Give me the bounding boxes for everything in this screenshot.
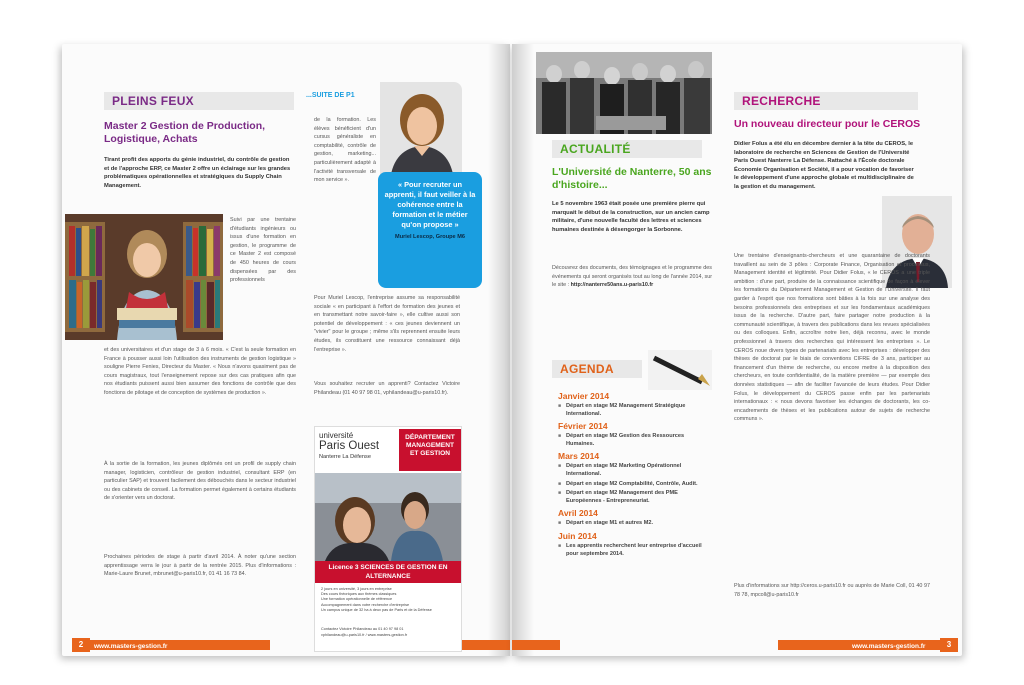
master2-headline: Master 2 Gestion de Production, Logistique, Achats [104,120,266,145]
actualite-headline: L'Université de Nanterre, 50 ans d'histoire... [552,166,712,191]
agenda-section-bar: AGENDA [552,360,642,378]
actualite-link[interactable]: http://nanterre50ans.u-paris10.fr [570,282,654,289]
left-page [62,44,510,656]
master2-col1-text-cont: et des universitaires et d'un stage de 3 à 6 mois. « C'est la seule formation en France à pousser aussi loin l'utilisation des instruments de gestion logistique » souligne Pierre Fenies, Directeur du Master. « Nous n'avons quasiment pas de cours magistraux, tout l'enseignement repose sur des cas pratiques afin que nos étudiants puissent aussi bien assumer des fonctions de contrôle que des fonctions de pilotage et de conception de systèmes de production ». [104,347,296,396]
right-footer-bar-left [512,640,560,650]
agenda-month: Avril 2014 [558,508,598,519]
recherche-lead-text: Didier Folus a été élu en décembre dernier à la tête du CEROS, le laboratoire de recherche en Sciences de Gestion de l'Université Paris Ouest Nanterre La Défense. Rattaché à l'École doctorale Économie Organisation et Société, il a pour vocation de favoriser le développement d'une approche globale et multidisciplinaire de la gestion et du management. [734,141,914,190]
master2-col1-p3: Prochaines périodes de stage à partir d'avril 2014. À noter qu'une section apprentissage verra le jour à partir de la rentrée 2015. Plus d'informations : Marie-Laure Brunet, mbrunet@u-paris10.fr, 01 41 16 73 84. [104,554,296,578]
recherche-section-bar: RECHERCHE [734,92,918,110]
actualite-section-bar: ACTUALITÉ [552,140,702,158]
actualite-body [552,264,712,290]
master2-col2-p3: Vous souhaitez recruter un apprenti? Contactez Victoire Philandeau (01 40 97 98 01, vphilandeau@u-paris10.fr). [314,381,460,396]
right-footer-url: www.masters-gestion.fr [852,643,926,650]
student-books-photo [65,214,223,340]
ad-bullet-item: Accompagnement dans votre recherche d'entreprise [321,602,410,607]
master2-col2-p2: Pour Muriel Lescop, l'entreprise assume sa responsabilité sociale « en participant à l'effort de formation des jeunes et en transmettant notre savoir-faire », elle cultive aussi son potentiel de développement : « ces jeunes deviennent un "vivier" pour le groupe ; même s'ils reprennent ensuite leurs études, ils constituent une ressource connaissant déjà l'entreprise ». [314,295,460,353]
master2-col1-text: Suivi par une trentaine d'étudiants ingénieurs ou issus d'une formation en gestion, le programme de ce Master 2 est composé de 450 heures de cours dispensées par des professionnels [230,217,296,284]
agenda-item: ■ Départ en stage M2 Gestion des Ressources Humaines. [558,433,708,448]
suite-label: ...SUITE DE P1 [306,92,355,99]
master2-lead: Tirant profit des apports du génie industriel, du contrôle de gestion et de l'approche ERP, ce Master 2 offre un éclairage sur les grandes problématiques opérationnelles et stratégiques du Supply Chain Management. [104,157,291,189]
licence-advertisement [314,426,462,652]
historical-crowd-photo [536,52,712,134]
master2-col2-text: de la formation. Les élèves bénéficient d'un cursus généraliste en comptabilité, contrôle de gestion, marketing... particulièrement adapté à l'activité transversale de mon service ». [314,117,376,184]
ad-bullet-item: Des cours théoriques aux thèmes classiques [321,592,397,597]
recherche-lead [734,140,920,192]
ad-bullet-list [321,587,457,613]
recherche-contact: Plus d'informations sur http://ceros.u-paris10.fr ou auprès de Marie Coll, 01 40 97 78 78, mpcoll@u-paris10.fr [734,583,930,598]
quote-text: « Pour recruter un apprenti, il faut veiller à la cohérence entre la formation et le métier qu'on propose » [384,180,476,229]
quote-author: Muriel Lescop, Groupe M6 [395,234,465,240]
agenda-month: Janvier 2014 [558,391,610,401]
quote-box [378,172,482,288]
ad-bullet-item: Un campus unique de 32 ha à deux pas de Paris et de la Défense [321,607,432,612]
agenda-item: ■ Départ en stage M2 Management Stratégique International. [558,403,708,418]
ad-bullet-item: Une formation opérationnelle de référence [321,597,393,602]
right-page-number: 3 [940,638,958,652]
ad-univ-sub: Nanterre La Défense [319,454,371,460]
ad-univ-small: université [319,431,354,440]
ad-contact: Contactez Victoire Philandeau au 01 40 97 98 01 [321,627,404,631]
ad-bullet-item: 2 jours en université, 3 jours en entreprise [321,587,392,591]
master2-col1-p2: À la sortie de la formation, les jeunes diplômés ont un profil de supply chain manager, logisticien, contrôleur de gestion industriel, consultant ERP (en particulier SAP) et trouvent facilement des débouchés dans le secteur industriel ou des cabinets de conseil. La formation permet également à certains étudiants de s'orienter vers un doctorat. [104,461,296,502]
actualite-lead: Le 5 novembre 1963 était posée une première pierre qui marquait le début de la construction, sur un ancien camp militaire, d'une nouvelle faculté des lettres et sciences humaines destinée à désengorger la Sorbonne. [552,201,710,233]
agenda-item: ■ Départ en stage M2 Marketing Opérationnel International. [558,463,708,478]
ad-contact-2: vphilandeau@u-paris10.fr / www.masters-gestion.fr [321,633,408,637]
agenda-list [558,388,708,558]
right-page [512,44,962,656]
recherche-headline: Un nouveau directeur pour le CEROS [734,118,921,130]
agenda-item: ■ Départ en stage M2 Management des PME Européennes - Entrepreneuriat. [558,490,708,505]
agenda-item: ■ Départ en stage M1 et autres M2. [558,520,708,528]
actualite-body-text: Découvrez des documents, des témoignages et le programme des événements qui seront organisés tout au long de l'année 2014, sur le site : [552,265,712,289]
agenda-month: Février 2014 [558,421,608,432]
agenda-month: Mars 2014 [558,451,600,462]
recherche-body: Une trentaine d'enseignants-chercheurs et une quarantaine de doctorants travaillent au sein de 3 pôles : Corporate Finance, Organisation et processus, Management identité et légitimité. Pour Didier Folus, « le CEROS a une triple ambition : d'une part, produire de la connaissance scientifique de façon à élever les formations du Département Management et Gestion de l'Université. Il faut garder à l'esprit que nos formations sont bâties à la fois sur une analyse des besoins professionnels des entreprises et sur les fondamentaux académiques issus de la recherche. D'autre part, faire partager notre production à la communauté scientifique, à travers des publications dans les revues spécialisées ou des colloques. Enfin, accroître notre lien, déjà reconnu, avec le monde professionnel à travers des recherches qui intéressent les entreprises ». Le CEROS noue divers types de partenariats avec les entreprises : développer des thèses de doctorat par le biais de conventions CIFRE de 3 ans, participer au financement d'un thème de recherche, ou encore mettre à la disposition des chercheurs, en toute confidentialité, de la matière première — par exemple des données statistiques — afin de faciliter l'avancée de leurs études. Pour Didier Folus, le développement du CEROS passe enfin par les partenariats internationaux : « nous devons favoriser les échanges de doctorants, les co-encadrements de thèses et les publications autour de sujets de recherche communs ». [734,253,930,423]
muriel-lescop-photo [380,82,462,180]
ad-licence-banner: Licence 3 SCIENCES DE GESTION EN ALTERNANCE [315,561,461,583]
fountain-pen-photo [648,350,712,390]
left-footer-url: www.masters-gestion.fr [94,643,168,650]
paris-ouest-logo [319,431,389,471]
agenda-item: ■ Les apprentis recherchent leur entreprise d'accueil pour septembre 2014. [558,543,708,558]
left-footer-bar-right [462,640,510,650]
left-page-number: 2 [72,638,90,652]
magazine-spread [62,44,962,656]
pleins-feux-section-bar: PLEINS FEUX [104,92,294,110]
agenda-item: ■ Départ en stage M2 Comptabilité, Contrôle, Audit. [558,481,708,489]
ad-students-photo [315,473,461,561]
agenda-month: Juin 2014 [558,530,597,541]
ad-dept-badge: DÉPARTEMENT MANAGEMENT ET GESTION [399,429,461,471]
ad-univ-name: Paris Ouest [319,440,380,452]
